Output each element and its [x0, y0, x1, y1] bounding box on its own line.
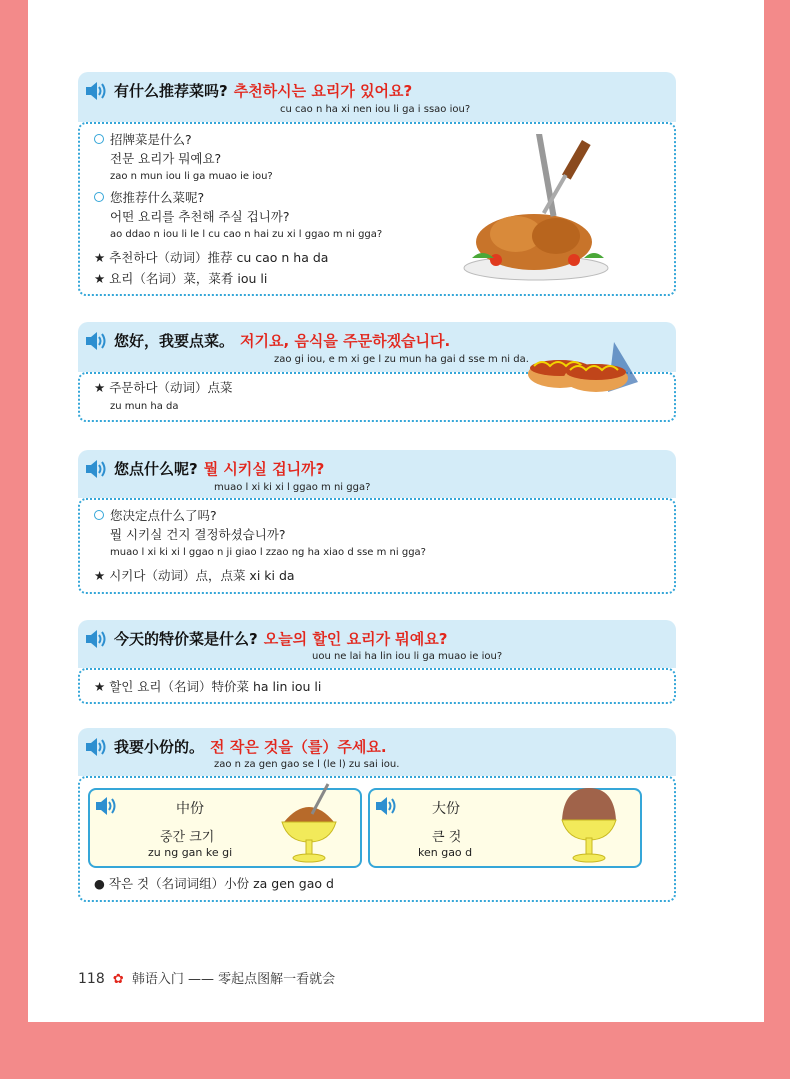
- card-body: [78, 668, 676, 704]
- size-rom: ken gao d: [418, 846, 473, 859]
- page-footer: [78, 968, 335, 987]
- phrase-title: 今天的特价菜是什么? 오늘의 할인 요리가 뭐예요?: [114, 630, 448, 648]
- list-item: 전문 요리가 뭐예요?: [110, 151, 222, 166]
- list-item: ● 작은 것（名词词组）小份 za gen gao d: [94, 876, 334, 891]
- list-item: ★ 할인 요리（名词）特价菜 ha lin iou li: [94, 679, 322, 694]
- size-option-medium: [88, 788, 362, 868]
- list-item: zao n mun iou li ga muao ie iou?: [110, 171, 273, 182]
- phrase-card-4: [78, 620, 676, 704]
- speaker-icon[interactable]: [84, 81, 108, 105]
- size-option-large: [368, 788, 642, 868]
- page-number: 118: [78, 971, 105, 987]
- phrase-card-3: [78, 450, 676, 592]
- card-body: [78, 498, 676, 594]
- list-item: ★ 주문하다（动词）点菜: [94, 380, 233, 395]
- card-header: [78, 450, 676, 498]
- list-item: 어떤 요리를 추천해 주실 겁니까?: [110, 209, 290, 224]
- card-body: [78, 776, 676, 902]
- list-item: 뭘 시키실 건지 결정하셨습니까?: [110, 527, 286, 542]
- korean-phrase: 저기요, 음식을 주문하겠습니다.: [240, 332, 451, 350]
- speaker-icon[interactable]: [84, 737, 108, 761]
- romanization: zao n za gen gao se l (le l) zu sai iou.: [214, 759, 400, 770]
- size-rom: zu ng gan ke gi: [148, 846, 233, 859]
- flower-icon: ✿: [112, 972, 124, 987]
- korean-phrase: 뭘 시키실 겁니까?: [203, 460, 325, 478]
- size-ko: 중간 크기: [160, 830, 215, 845]
- list-item: 您推荐什么菜呢?: [94, 188, 204, 206]
- romanization: muao l xi ki xi l ggao m ni gga?: [214, 482, 371, 493]
- list-item: ★ 추천하다（动词）推荐 cu cao n ha da: [94, 250, 329, 265]
- ice-cream-cup-image: [556, 780, 622, 866]
- phrase-title: 有什么推荐菜吗? 추천하시는 요리가 있어요?: [114, 82, 413, 100]
- list-item: ★ 시키다（动词）点，点菜 xi ki da: [94, 568, 295, 583]
- book-title: 韩语入门 —— 零起点图解一看就会: [131, 972, 336, 987]
- size-zh: 中份: [176, 801, 204, 817]
- phrase-card-1: [78, 72, 676, 294]
- list-item: muao l xi ki xi l ggao n ji giao l zzao ng ha xiao d sse m ni gga?: [110, 547, 426, 558]
- list-item: 招牌菜是什么?: [94, 130, 192, 148]
- phrase-title: 您好，我要点菜。 저기요, 음식을 주문하겠습니다.: [114, 332, 451, 350]
- list-item: ao ddao n iou li le l cu cao n hai zu xi l ggao m ni gga?: [110, 229, 383, 240]
- romanization: cu cao n ha xi nen iou li ga i ssao iou?: [280, 104, 471, 115]
- phrase-title: 我要小份的。 전 작은 것을（를）주세요.: [114, 738, 387, 756]
- korean-phrase: 오늘의 할인 요리가 뭐예요?: [263, 630, 448, 648]
- hotdog-image: [524, 332, 644, 402]
- speaker-icon[interactable]: [94, 796, 118, 820]
- card-body: [78, 122, 676, 296]
- list-item: zu mun ha da: [110, 401, 179, 412]
- ice-cream-cup-image: [276, 778, 342, 866]
- size-ko: 큰 것: [432, 830, 462, 845]
- speaker-icon[interactable]: [374, 796, 398, 820]
- card-header: [78, 620, 676, 668]
- speaker-icon[interactable]: [84, 629, 108, 653]
- romanization: zao gi iou, e m xi ge l zu mun ha gai d sse m ni da.: [274, 354, 529, 365]
- roast-chicken-image: [456, 134, 616, 284]
- card-header: [78, 728, 676, 776]
- card-header: [78, 72, 676, 122]
- list-item: ★ 요리（名词）菜，菜肴 iou li: [94, 271, 268, 286]
- list-item: 您决定点什么了吗?: [94, 506, 217, 524]
- korean-phrase: 전 작은 것을（를）주세요.: [210, 738, 387, 756]
- phrase-card-5: [78, 728, 676, 900]
- phrase-title: 您点什么呢? 뭘 시키실 겁니까?: [114, 460, 325, 478]
- korean-phrase: 추천하시는 요리가 있어요?: [233, 82, 413, 100]
- speaker-icon[interactable]: [84, 331, 108, 355]
- romanization: uou ne lai ha lin iou li ga muao ie iou?: [312, 651, 503, 662]
- phrase-card-2: [78, 322, 676, 422]
- speaker-icon[interactable]: [84, 459, 108, 483]
- size-zh: 大份: [432, 801, 460, 817]
